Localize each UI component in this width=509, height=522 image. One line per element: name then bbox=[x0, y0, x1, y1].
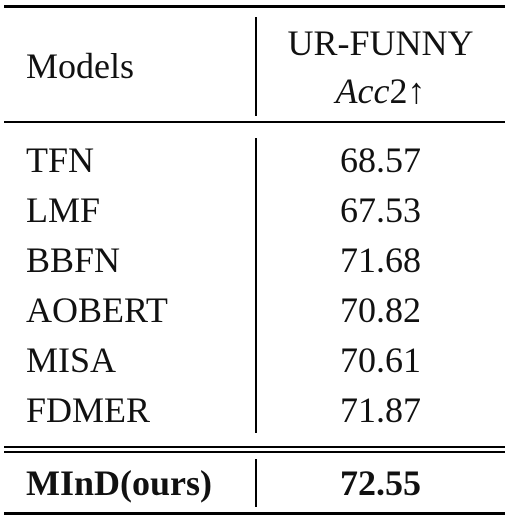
double-rule-lower bbox=[4, 451, 505, 453]
header-dataset: UR-FUNNY bbox=[287, 23, 474, 63]
row-value-ours: 72.55 bbox=[340, 463, 421, 503]
header-metric-name: Acc bbox=[335, 71, 390, 111]
row-value-misa: 70.61 bbox=[340, 340, 421, 380]
row-value-fdmer: 71.87 bbox=[340, 390, 421, 430]
row-model-bbfn: BBFN bbox=[26, 240, 121, 280]
row-model-aobert: AOBERT bbox=[26, 290, 168, 330]
body-column-divider bbox=[255, 138, 257, 433]
bottom-rule bbox=[4, 512, 505, 515]
row-value-aobert: 70.82 bbox=[340, 290, 421, 330]
row-model-misa: MISA bbox=[26, 340, 117, 380]
row-value-tfn: 68.57 bbox=[340, 140, 421, 180]
double-rule-upper bbox=[4, 446, 505, 448]
header-metric bbox=[256, 71, 505, 111]
header-metric-suffix: 2↑ bbox=[389, 71, 426, 111]
top-rule bbox=[4, 5, 505, 8]
results-table bbox=[4, 0, 505, 522]
row-model-ours: MInD(ours) bbox=[26, 463, 212, 503]
header-models: Models bbox=[26, 46, 134, 86]
header-rule bbox=[4, 121, 505, 123]
row-model-tfn: TFN bbox=[26, 140, 95, 180]
row-model-fdmer: FDMER bbox=[26, 390, 151, 430]
row-model-lmf: LMF bbox=[26, 190, 101, 230]
row-value-lmf: 67.53 bbox=[340, 190, 421, 230]
row-value-bbfn: 71.68 bbox=[340, 240, 421, 280]
